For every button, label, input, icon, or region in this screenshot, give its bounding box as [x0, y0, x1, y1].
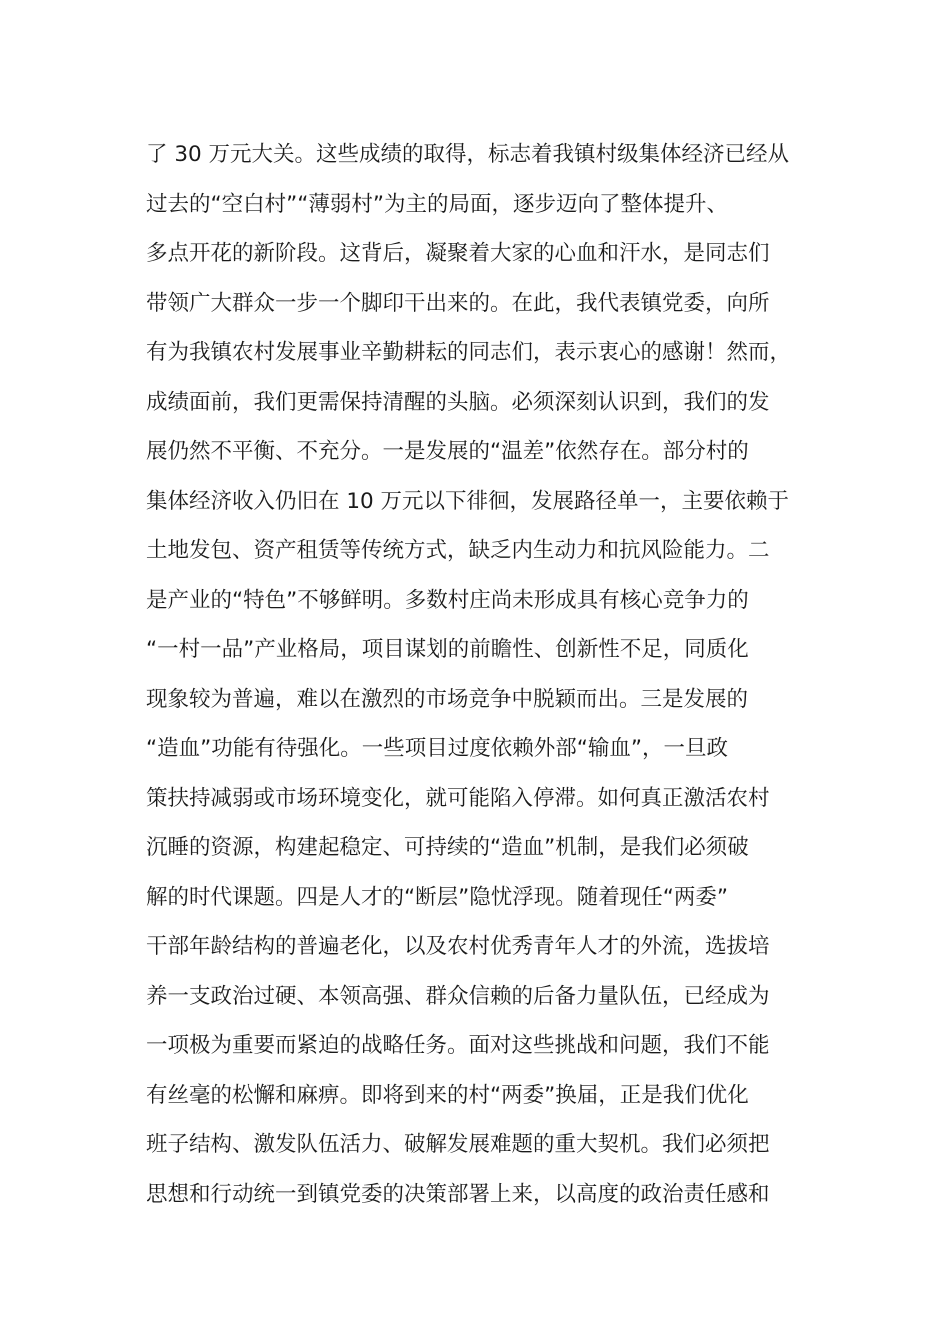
text-line: “一村一品”产业格局，项目谋划的前瞻性、创新性不足，同质化 [146, 637, 749, 662]
text-line: 带领广大群众一步一个脚印干出来的。在此，我代表镇党委，向所 [146, 290, 770, 316]
text-line: 解的时代课题。四是人才的“断层”隐忧浮现。随着现任“两委” [146, 884, 729, 910]
text-line: 有为我镇农村发展事业辛勤耕耘的同志们，表示衷心的感谢！然而， [146, 340, 792, 365]
text-line: 沉睡的资源，构建起稳定、可持续的“造血”机制，是我们必须破 [146, 835, 749, 860]
text-line: 干部年龄结构的普遍老化，以及农村优秀青年人才的外流，选拔培 [146, 934, 770, 959]
text-line: 一项极为重要而紧迫的战略任务。面对这些挑战和问题，我们不能 [146, 1033, 770, 1058]
text-line: 多点开花的新阶段。这背后，凝聚着大家的心血和汗水，是同志们 [146, 241, 770, 266]
text-line: 思想和行动统一到镇党委的决策部署上来，以高度的政治责任感和 [146, 1181, 770, 1207]
text-line: 养一支政治过硬、本领高强、群众信赖的后备力量队伍，已经成为 [146, 983, 770, 1009]
text-line: 土地发包、资产租赁等传统方式，缺乏内生动力和抗风险能力。二 [146, 538, 770, 563]
text-line: 成绩面前，我们更需保持清醒的头脑。必须深刻认识到，我们的发 [146, 389, 770, 415]
text-line: 策扶持减弱或市场环境变化，就可能陷入停滞。如何真正激活农村 [146, 785, 770, 811]
text-line: 过去的“空白村”“薄弱村”为主的局面，逐步迈向了整体提升、 [146, 191, 729, 217]
text-line: 展仍然不平衡、不充分。一是发展的“温差”依然存在。部分村的 [146, 439, 749, 464]
text-line: 了 30 万元大关。这些成绩的取得，标志着我镇村级集体经济已经从 [146, 142, 790, 167]
text-line: 班子结构、激发队伍活力、破解发展难题的重大契机。我们必须把 [146, 1132, 770, 1157]
body-text [146, 130, 816, 1219]
text-line: “造血”功能有待强化。一些项目过度依赖外部“输血”，一旦政 [146, 736, 729, 761]
text-line: 有丝毫的松懈和麻痹。即将到来的村“两委”换届，正是我们优化 [146, 1082, 749, 1108]
text-line: 是产业的“特色”不够鲜明。多数村庄尚未形成具有核心竞争力的 [146, 587, 749, 613]
text-line: 集体经济收入仍旧在 10 万元以下徘徊，发展路径单一，主要依赖于 [146, 488, 790, 514]
text-line: 现象较为普遍，难以在激烈的市场竞争中脱颖而出。三是发展的 [146, 686, 749, 712]
